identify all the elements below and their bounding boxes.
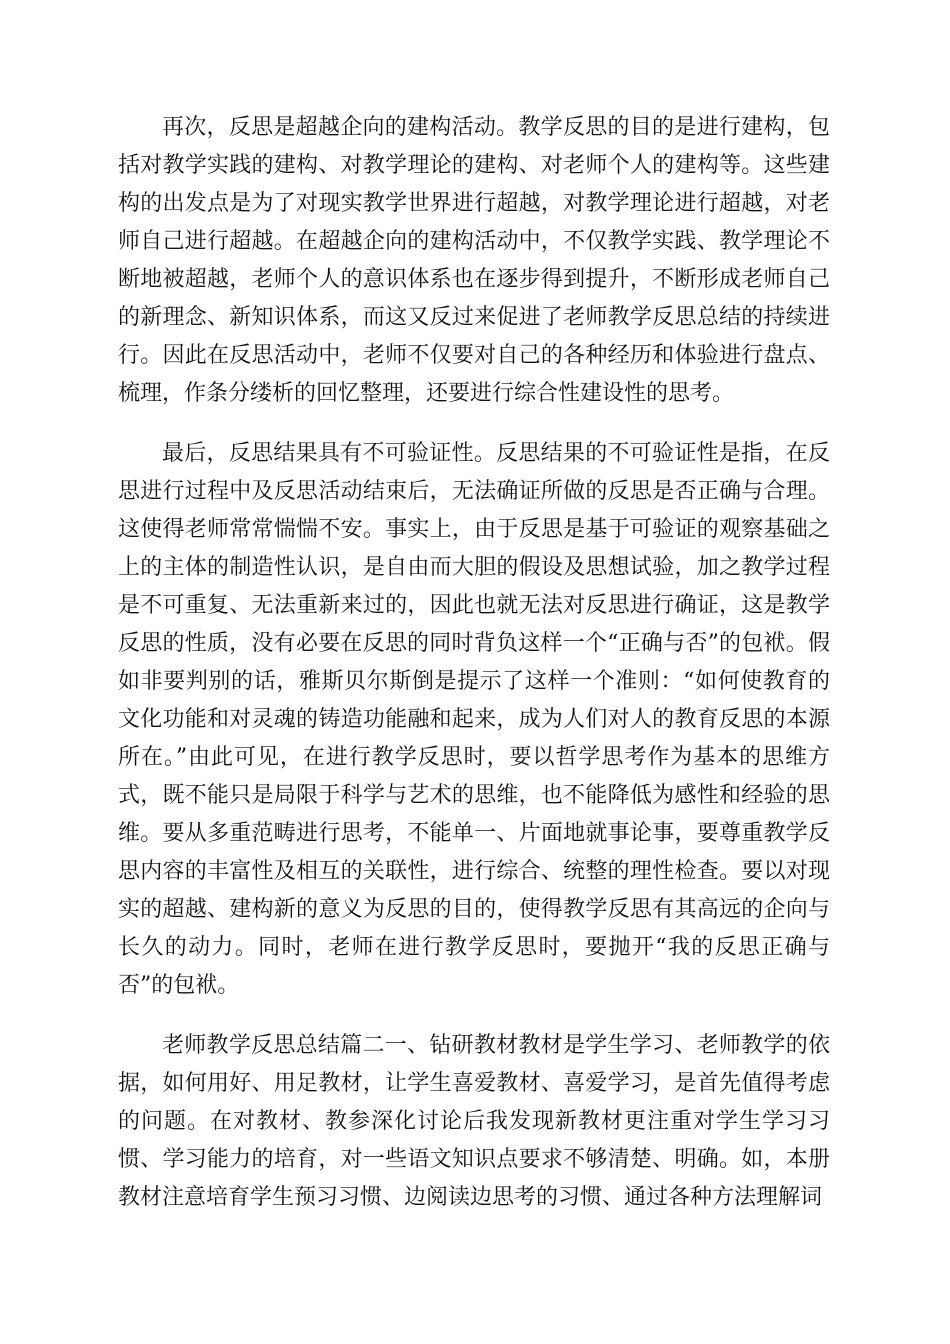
document-body	[118, 109, 830, 1239]
paragraph-reflection-unverifiable: 最后，反思结果具有不可验证性。反思结果的不可验证性是指，在反思进行过程中及反思活动结束后，无法确证所做的反思是否正确与合理。这使得老师常常惴惴不安。事实上，由于反思是基于可验证的观察基础之上的主体的制造性认识，是自由而大胆的假设及思想试验，加之教学过程是不可重复、无法重新来过的，因此也就无法对反思进行确证，这是教学反思的性质，没有必要在反思的同时背负这样一个“正确与否”的包袱。假如非要判别的话，雅斯贝尔斯倒是提示了这样一个准则：“如何使教育的文化功能和对灵魂的铸造功能融和起来，成为人们对人的教育反思的本源所在。”由此可见，在进行教学反思时，要以哲学思考作为基本的思维方式，既不能只是局限于科学与艺术的思维，也不能降低为感性和经验的思维。要从多重范畴进行思考，不能单一、片面地就事论事，要尊重教学反思内容的丰富性及相互的关联性，进行综合、统整的理性检查。要以对现实的超越、建构新的意义为反思的目的，使得教学反思有其高远的企向与长久的动力。同时，老师在进行教学反思时，要抛开“我的反思正确与否”的包袱。	[118, 441, 830, 998]
paragraph-reflection-construction: 再次，反思是超越企向的建构活动。教学反思的目的是进行建构，包括对教学实践的建构、对教学理论的建构、对老师个人的建构等。这些建构的出发点是为了对现实教学世界进行超越，对教学理论进行超越，对老师自己进行超越。在超越企向的建构活动中，不仅教学实践、教学理论不断地被超越，老师个人的意识体系也在逐步得到提升，不断形成老师自己的新理念、新知识体系，而这又反过来促进了老师教学反思总结的持续进行。因此在反思活动中，老师不仅要对自己的各种经历和体验进行盘点、梳理，作条分缕析的回忆整理，还要进行综合性建设性的思考。	[118, 115, 830, 406]
paragraph-summary-part-two: 老师教学反思总结篇二一、钻研教材教材是学生学习、老师教学的依据，如何用好、用足教材，让学生喜爱教材、喜爱学习，是首先值得考虑的问题。在对教材、教参深化讨论后我发现新教材更注重对学生学习习惯、学习能力的培育，对一些语文知识点要求不够清楚、明确。如，本册教材注意培育学生预习习惯、边阅读边思考的习惯、通过各种方法理解词	[118, 1033, 830, 1210]
